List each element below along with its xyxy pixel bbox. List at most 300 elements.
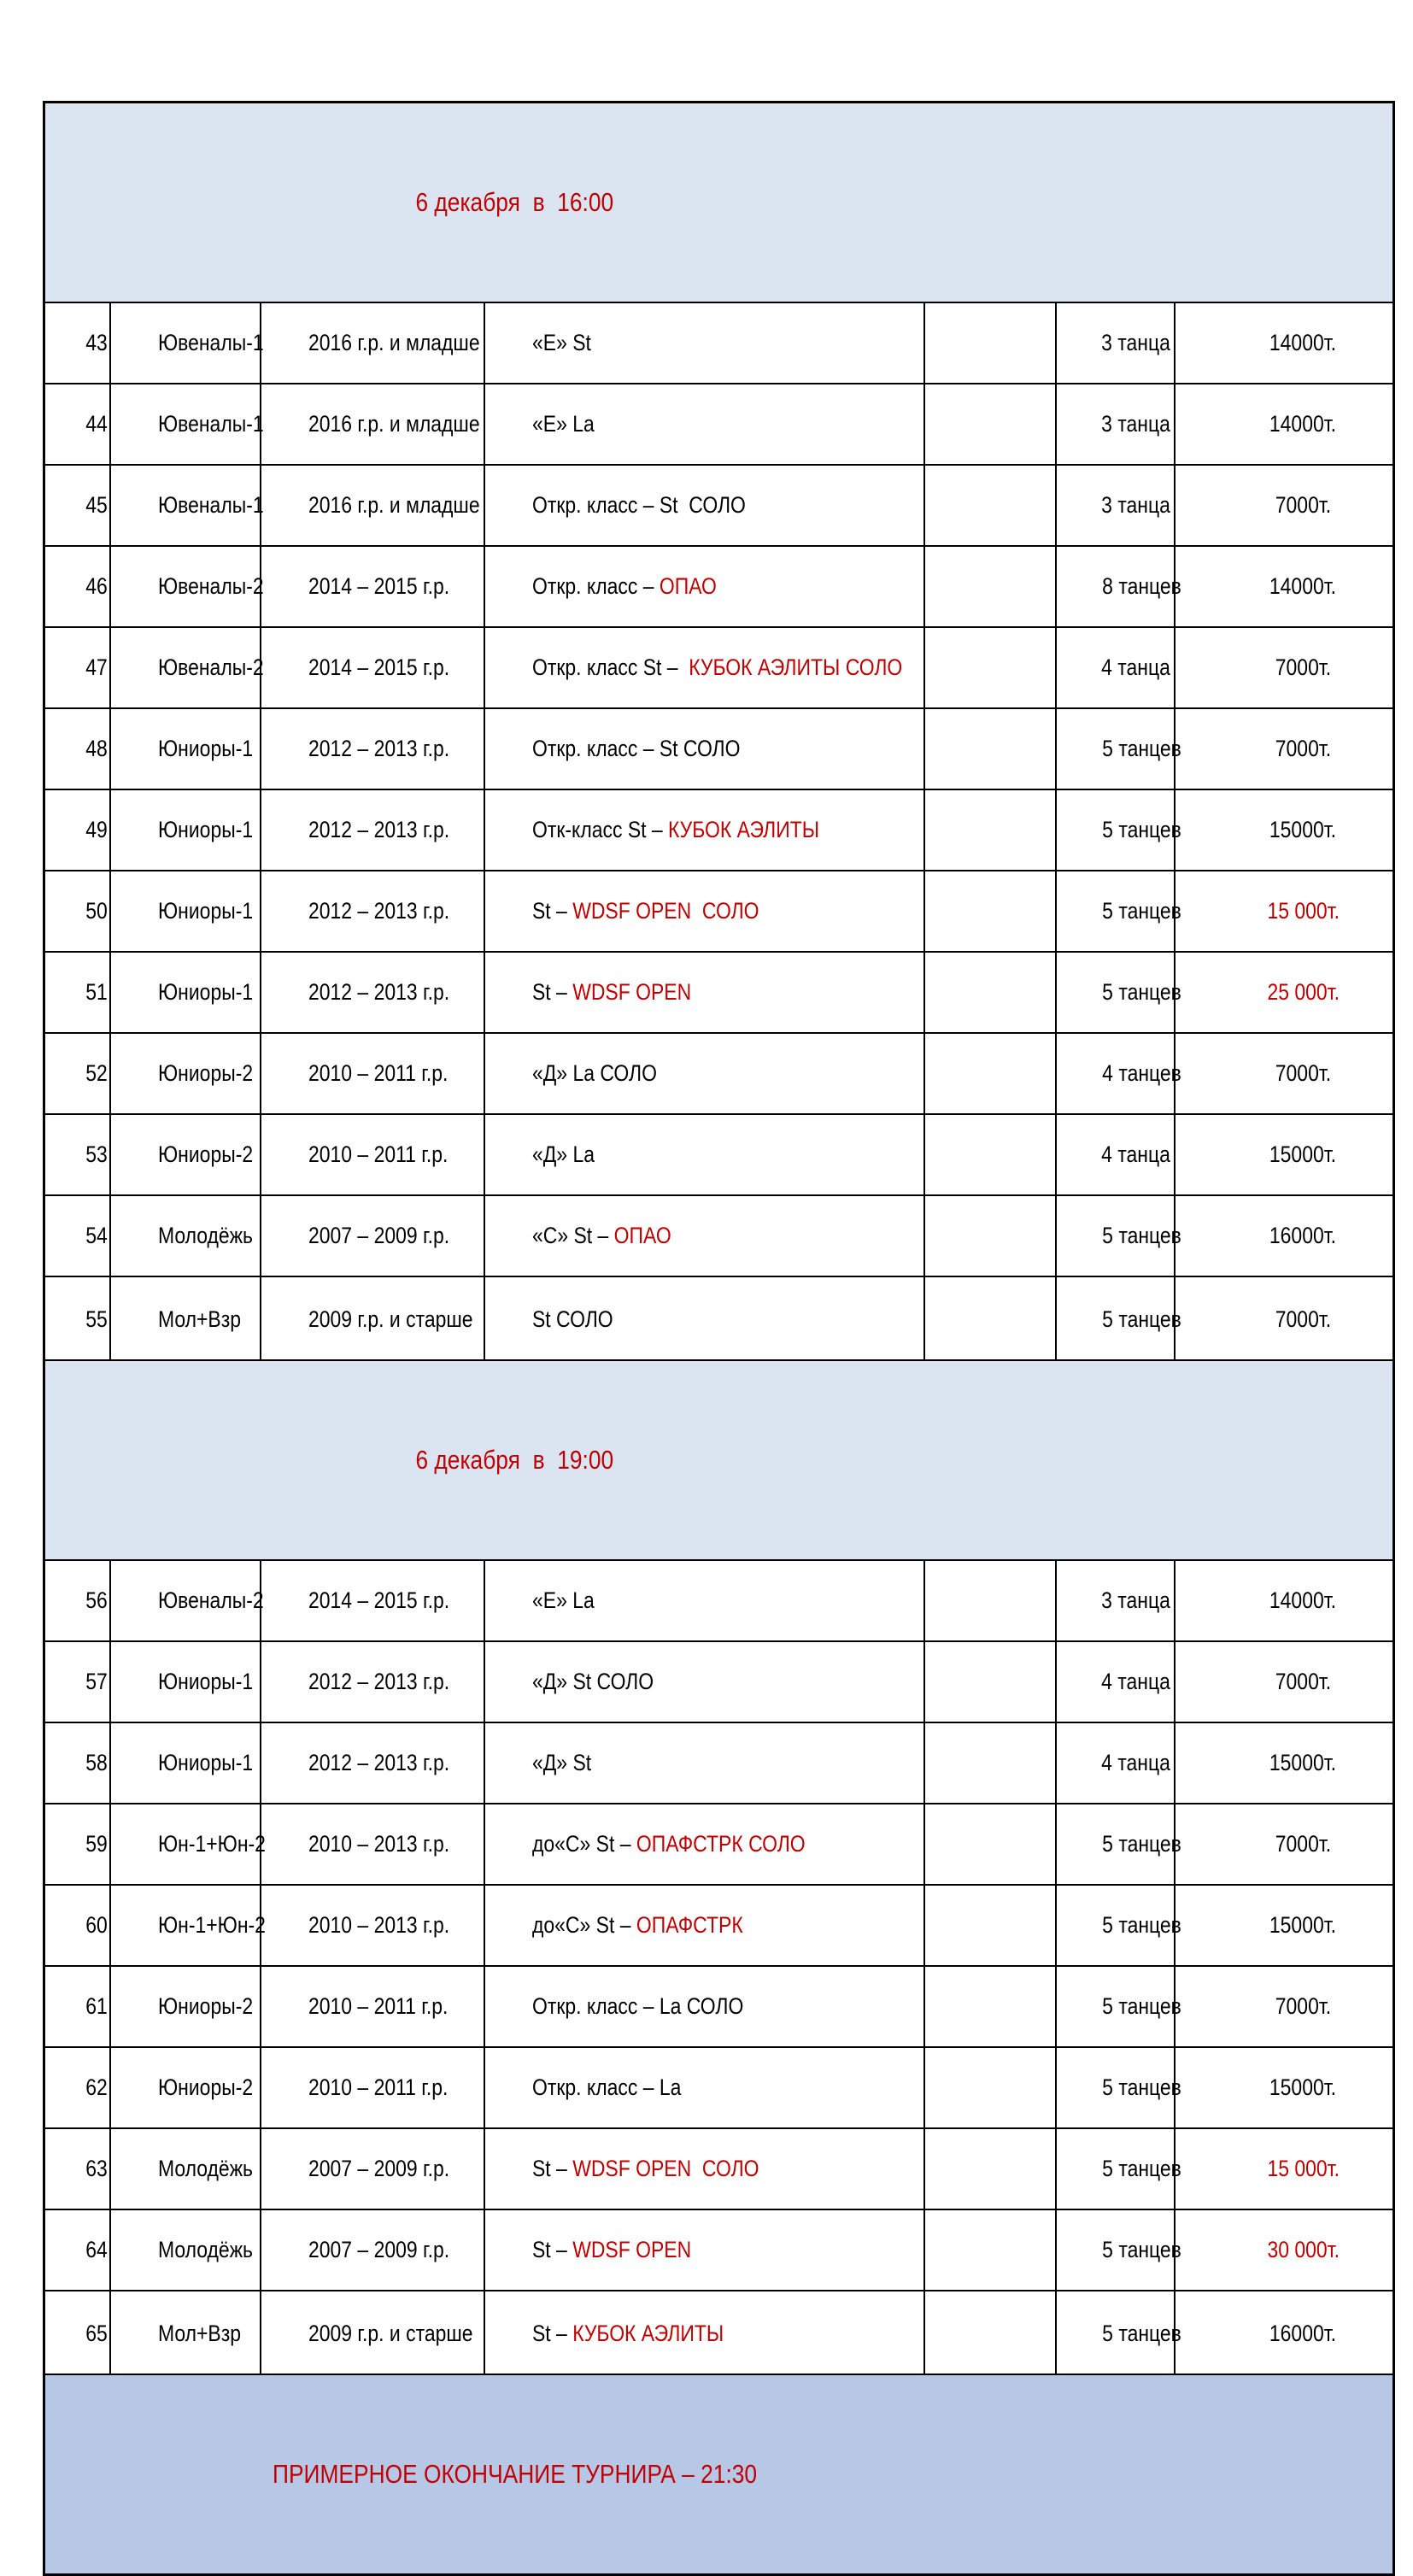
age-category: Юниоры-1 — [157, 898, 253, 924]
birth-years-cell — [261, 1560, 484, 1641]
class-program-black: Откр. класс St – — [531, 654, 689, 680]
age-category-cell — [110, 1276, 261, 1360]
row-number: 43 — [85, 330, 108, 355]
class-program-cell — [484, 952, 924, 1033]
row-number: 48 — [85, 736, 108, 761]
birth-years: 2016 г.р. и младше — [308, 330, 480, 355]
birth-years: 2014 – 2015 г.р. — [308, 1587, 449, 1613]
row-number: 52 — [85, 1060, 108, 1086]
schedule-row — [44, 1276, 1394, 1360]
spacer-cell — [924, 1560, 1056, 1641]
entry-fee: 25 000т. — [1267, 979, 1340, 1005]
class-program-red: КУБОК АЭЛИТЫ СОЛО — [688, 654, 902, 680]
row-number: 46 — [85, 573, 108, 599]
dance-count: 5 танцев — [1101, 2237, 1181, 2262]
entry-fee-cell — [1175, 952, 1394, 1033]
entry-fee: 7000т. — [1275, 1993, 1331, 2019]
entry-fee: 15000т. — [1269, 817, 1337, 842]
row-number: 58 — [85, 1750, 108, 1775]
age-category-cell — [110, 627, 264, 708]
schedule-row — [44, 952, 1394, 1033]
age-category: Юниоры-1 — [157, 1750, 253, 1775]
birth-years: 2012 – 2013 г.р. — [308, 736, 449, 761]
class-program-cell — [484, 1966, 924, 2047]
schedule-table-body — [44, 103, 1394, 2575]
row-number-cell — [44, 952, 110, 1033]
class-program-cell — [484, 546, 924, 627]
class-program — [532, 817, 819, 843]
entry-fee-cell — [1175, 708, 1394, 789]
dance-count-cell — [1056, 627, 1175, 708]
dance-count: 5 танцев — [1101, 2321, 1181, 2346]
schedule-row — [44, 2209, 1394, 2291]
class-program-cell — [484, 1641, 924, 1722]
class-program-black: St – — [531, 979, 572, 1005]
dance-count: 5 танцев — [1101, 898, 1181, 924]
class-program-black: «Е» La — [531, 411, 595, 437]
dance-count: 4 танца — [1100, 654, 1170, 680]
class-program — [532, 1750, 591, 1776]
birth-years: 2014 – 2015 г.р. — [308, 654, 449, 680]
entry-fee-cell — [1175, 1560, 1394, 1641]
class-program-cell — [484, 1885, 924, 1966]
entry-fee: 7000т. — [1275, 492, 1331, 518]
row-number: 59 — [85, 1831, 108, 1857]
schedule-row — [44, 1966, 1394, 2047]
class-program-red: ОПАФСТРК — [636, 1912, 743, 1938]
session-band-cell — [44, 2374, 1394, 2575]
entry-fee-cell — [1175, 384, 1394, 465]
row-number: 49 — [85, 817, 108, 842]
birth-years: 2010 – 2011 г.р. — [308, 2074, 448, 2100]
entry-fee-cell — [1175, 1114, 1394, 1195]
birth-years-cell — [261, 1641, 484, 1722]
class-program-black: до«С» St – — [531, 1912, 636, 1938]
class-program — [532, 492, 746, 519]
class-program — [532, 2156, 759, 2182]
entry-fee: 7000т. — [1275, 1669, 1331, 1694]
class-program-cell — [484, 2209, 924, 2291]
age-category-cell — [110, 871, 261, 952]
class-program-cell — [484, 2291, 924, 2374]
birth-years-cell — [261, 627, 484, 708]
class-program-black: «Д» St — [531, 1750, 591, 1775]
age-category: Ювеналы-1 — [157, 411, 264, 437]
entry-fee: 16000т. — [1269, 1223, 1337, 1248]
birth-years-cell — [261, 1195, 484, 1276]
entry-fee-cell — [1175, 2047, 1394, 2128]
dance-count-cell — [1056, 1966, 1181, 2047]
age-category: Ювеналы-1 — [157, 492, 264, 518]
age-category-cell — [110, 789, 261, 871]
class-program-cell — [484, 708, 924, 789]
dance-count: 5 танцев — [1101, 1993, 1181, 2019]
age-category-cell — [110, 1641, 261, 1722]
entry-fee: 14000т. — [1269, 411, 1337, 437]
spacer-cell — [924, 2291, 1056, 2374]
entry-fee: 15000т. — [1269, 2074, 1337, 2100]
schedule-row — [44, 384, 1394, 465]
class-program — [532, 1223, 671, 1249]
age-category-cell — [110, 1722, 261, 1804]
class-program — [532, 736, 740, 762]
session-band-row — [44, 103, 1394, 303]
row-number-cell — [44, 1114, 110, 1195]
entry-fee: 30 000т. — [1267, 2237, 1340, 2262]
birth-years-cell — [261, 1885, 484, 1966]
birth-years-cell — [261, 1804, 484, 1885]
dance-count: 3 танца — [1100, 330, 1170, 355]
entry-fee: 15000т. — [1269, 1750, 1337, 1775]
class-program-black: Откр. класс – St СОЛО — [531, 736, 741, 761]
birth-years-cell — [261, 952, 484, 1033]
birth-years: 2012 – 2013 г.р. — [308, 817, 449, 842]
class-program — [532, 2074, 681, 2101]
entry-fee: 7000т. — [1275, 1831, 1331, 1857]
age-category-cell — [110, 465, 264, 546]
class-program-red: WDSF OPEN — [572, 979, 691, 1005]
age-category: Ювеналы-2 — [157, 573, 264, 599]
birth-years: 2010 – 2011 г.р. — [308, 1060, 448, 1086]
entry-fee-cell — [1175, 1276, 1394, 1360]
class-program — [532, 1060, 657, 1087]
class-program-cell — [484, 1560, 924, 1641]
dance-count-cell — [1056, 1276, 1181, 1360]
birth-years-cell — [261, 1033, 484, 1114]
class-program-black: Отк-класс St – — [531, 817, 668, 842]
age-category: Юниоры-2 — [157, 1993, 253, 2019]
schedule-row — [44, 1114, 1394, 1195]
row-number-cell — [44, 708, 110, 789]
age-category-cell — [110, 1560, 264, 1641]
row-number: 51 — [85, 979, 108, 1005]
birth-years: 2007 – 2009 г.р. — [308, 2237, 449, 2262]
entry-fee-cell — [1175, 627, 1394, 708]
entry-fee: 16000т. — [1269, 2321, 1337, 2346]
class-program-cell — [484, 1195, 924, 1276]
spacer-cell — [924, 1195, 1056, 1276]
class-program — [532, 1912, 743, 1939]
dance-count: 5 танцев — [1101, 1831, 1181, 1857]
spacer-cell — [924, 2209, 1056, 2291]
age-category: Юниоры-1 — [157, 817, 253, 842]
class-program-black: «Д» La СОЛО — [531, 1060, 657, 1086]
dance-count-cell — [1056, 708, 1181, 789]
age-category: Мол+Взр — [157, 2321, 241, 2346]
entry-fee-cell — [1175, 2291, 1394, 2374]
spacer-cell — [924, 952, 1056, 1033]
age-category: Молодёжь — [157, 1223, 253, 1248]
entry-fee-cell — [1175, 465, 1394, 546]
schedule-table — [43, 101, 1395, 2576]
age-category-cell — [110, 1033, 261, 1114]
class-program-red: WDSF OPEN СОЛО — [572, 898, 759, 924]
entry-fee-cell — [1175, 1195, 1394, 1276]
class-program-cell — [484, 465, 924, 546]
dance-count: 5 танцев — [1101, 1912, 1181, 1938]
birth-years-cell — [261, 871, 484, 952]
dance-count-cell — [1056, 1114, 1175, 1195]
spacer-cell — [924, 465, 1056, 546]
row-number-cell — [44, 2209, 110, 2291]
class-program-black: «Е» La — [531, 1587, 595, 1613]
birth-years-cell — [261, 708, 484, 789]
dance-count: 4 танцев — [1101, 1060, 1181, 1086]
age-category: Юниоры-2 — [157, 2074, 253, 2100]
session-time: 6 декабря в 19:00 — [415, 1445, 614, 1475]
row-number-cell — [44, 546, 110, 627]
age-category: Юн-1+Юн-2 — [157, 1912, 266, 1938]
class-program — [532, 1831, 806, 1857]
row-number: 65 — [85, 2321, 108, 2346]
class-program-black: «Д» St СОЛО — [531, 1669, 654, 1694]
age-category: Молодёжь — [157, 2237, 253, 2262]
dance-count: 5 танцев — [1101, 979, 1181, 1005]
birth-years: 2010 – 2011 г.р. — [308, 1141, 448, 1167]
class-program-red: ОПАО — [659, 573, 717, 599]
dance-count-cell — [1056, 1033, 1181, 1114]
schedule-row — [44, 2291, 1394, 2374]
schedule-row — [44, 2128, 1394, 2209]
age-category-cell — [110, 1114, 261, 1195]
class-program — [532, 573, 717, 600]
entry-fee: 15000т. — [1269, 1912, 1337, 1938]
class-program-black: St – — [531, 898, 572, 924]
birth-years: 2010 – 2011 г.р. — [308, 1993, 448, 2019]
spacer-cell — [924, 1641, 1056, 1722]
spacer-cell — [924, 384, 1056, 465]
dance-count: 5 танцев — [1101, 817, 1181, 842]
class-program-black: «Д» La — [531, 1141, 595, 1167]
dance-count: 3 танца — [1100, 411, 1170, 437]
dance-count-cell — [1056, 1195, 1181, 1276]
spacer-cell — [924, 2047, 1056, 2128]
class-program — [532, 898, 759, 924]
row-number-cell — [44, 789, 110, 871]
schedule-row — [44, 1641, 1394, 1722]
spacer-cell — [924, 2128, 1056, 2209]
dance-count-cell — [1056, 2047, 1181, 2128]
dance-count: 4 танца — [1100, 1669, 1170, 1694]
row-number-cell — [44, 2128, 110, 2209]
session-band-inner — [45, 2428, 925, 2520]
entry-fee: 14000т. — [1269, 330, 1337, 355]
row-number-cell — [44, 2291, 110, 2374]
entry-fee-cell — [1175, 1033, 1394, 1114]
birth-years: 2012 – 2013 г.р. — [308, 1750, 449, 1775]
class-program-cell — [484, 871, 924, 952]
birth-years: 2012 – 2013 г.р. — [308, 898, 449, 924]
schedule-row — [44, 1560, 1394, 1641]
birth-years: 2007 – 2009 г.р. — [308, 2156, 449, 2181]
class-program-black: Откр. класс – La — [531, 2074, 681, 2100]
row-number-cell — [44, 465, 110, 546]
birth-years: 2009 г.р. и старше — [308, 2321, 473, 2346]
dance-count-cell — [1056, 1722, 1175, 1804]
age-category: Ювеналы-1 — [157, 330, 264, 355]
class-program — [532, 1669, 654, 1695]
entry-fee: 7000т. — [1275, 736, 1331, 761]
birth-years: 2009 г.р. и старше — [308, 1306, 473, 1332]
age-category-cell — [110, 2291, 261, 2374]
schedule-row — [44, 1722, 1394, 1804]
birth-years: 2014 – 2015 г.р. — [308, 573, 449, 599]
row-number-cell — [44, 2047, 110, 2128]
dance-count: 5 танцев — [1101, 736, 1181, 761]
dance-count: 5 танцев — [1101, 1223, 1181, 1248]
age-category-cell — [110, 1804, 266, 1885]
spacer-cell — [924, 1966, 1056, 2047]
session-band-inner — [45, 156, 925, 249]
age-category-cell — [110, 302, 264, 384]
class-program — [532, 1587, 595, 1614]
birth-years: 2012 – 2013 г.р. — [308, 979, 449, 1005]
class-program-black: «Е» St — [531, 330, 591, 355]
footer-band-row — [44, 2374, 1394, 2575]
row-number-cell — [44, 1885, 110, 1966]
class-program-cell — [484, 627, 924, 708]
class-program-black: St – — [531, 2237, 572, 2262]
entry-fee: 7000т. — [1275, 1060, 1331, 1086]
row-number: 55 — [85, 1306, 108, 1332]
spacer-cell — [924, 871, 1056, 952]
row-number: 64 — [85, 2237, 108, 2262]
entry-fee-cell — [1175, 546, 1394, 627]
schedule-row — [44, 627, 1394, 708]
schedule-row — [44, 871, 1394, 952]
age-category-cell — [110, 384, 264, 465]
class-program-black: Откр. класс – La СОЛО — [531, 1993, 743, 2019]
dance-count-cell — [1056, 1560, 1175, 1641]
age-category-cell — [110, 1966, 261, 2047]
dance-count: 5 танцев — [1101, 2074, 1181, 2100]
schedule-row — [44, 2047, 1394, 2128]
dance-count-cell — [1056, 1885, 1181, 1966]
class-program — [532, 979, 691, 1006]
age-category-cell — [110, 952, 261, 1033]
age-category-cell — [110, 2047, 261, 2128]
class-program-black: Откр. класс – St СОЛО — [531, 492, 746, 518]
entry-fee: 7000т. — [1275, 1306, 1331, 1332]
session-band-cell — [44, 1360, 1394, 1560]
class-program-red: КУБОК АЭЛИТЫ — [667, 817, 819, 842]
age-category-cell — [110, 546, 264, 627]
session-band-cell — [44, 103, 1394, 303]
row-number: 54 — [85, 1223, 108, 1248]
birth-years-cell — [261, 465, 484, 546]
tournament-end-note: ПРИМЕРНОЕ ОКОНЧАНИЕ ТУРНИРА – 21:30 — [272, 2459, 757, 2489]
row-number: 63 — [85, 2156, 108, 2181]
birth-years: 2007 – 2009 г.р. — [308, 1223, 449, 1248]
age-category: Ювеналы-2 — [157, 654, 264, 680]
entry-fee-cell — [1175, 789, 1394, 871]
class-program-cell — [484, 1033, 924, 1114]
spacer-cell — [924, 1033, 1056, 1114]
entry-fee-cell — [1175, 1804, 1394, 1885]
row-number-cell — [44, 1804, 110, 1885]
age-category: Юн-1+Юн-2 — [157, 1831, 266, 1857]
dance-count: 4 танца — [1100, 1750, 1170, 1775]
birth-years-cell — [261, 2291, 484, 2374]
class-program-cell — [484, 1276, 924, 1360]
row-number: 53 — [85, 1141, 108, 1167]
dance-count-cell — [1056, 546, 1181, 627]
dance-count-cell — [1056, 2209, 1181, 2291]
age-category-cell — [110, 2209, 261, 2291]
dance-count-cell — [1056, 789, 1181, 871]
class-program — [532, 1306, 613, 1333]
dance-count: 8 танцев — [1101, 573, 1181, 599]
row-number: 60 — [85, 1912, 108, 1938]
age-category-cell — [110, 1885, 266, 1966]
class-program — [532, 1141, 595, 1168]
class-program-cell — [484, 789, 924, 871]
birth-years-cell — [261, 789, 484, 871]
birth-years-cell — [261, 546, 484, 627]
entry-fee-cell — [1175, 1966, 1394, 2047]
dance-count: 3 танца — [1100, 1587, 1170, 1613]
schedule-row — [44, 1885, 1394, 1966]
entry-fee-cell — [1175, 871, 1394, 952]
row-number-cell — [44, 302, 110, 384]
dance-count: 3 танца — [1100, 492, 1170, 518]
dance-count-cell — [1056, 384, 1175, 465]
birth-years: 2016 г.р. и младше — [308, 411, 480, 437]
entry-fee-cell — [1175, 1885, 1394, 1966]
class-program-cell — [484, 1114, 924, 1195]
birth-years: 2016 г.р. и младше — [308, 492, 480, 518]
entry-fee: 7000т. — [1275, 654, 1331, 680]
row-number-cell — [44, 1195, 110, 1276]
row-number: 47 — [85, 654, 108, 680]
row-number: 45 — [85, 492, 108, 518]
schedule-row — [44, 465, 1394, 546]
class-program-red: WDSF OPEN — [572, 2237, 691, 2262]
spacer-cell — [924, 1276, 1056, 1360]
schedule-row — [44, 1195, 1394, 1276]
schedule-row — [44, 546, 1394, 627]
entry-fee: 15000т. — [1269, 1141, 1337, 1167]
age-category-cell — [110, 708, 261, 789]
spacer-cell — [924, 546, 1056, 627]
schedule-row — [44, 1033, 1394, 1114]
row-number-cell — [44, 627, 110, 708]
class-program-cell — [484, 384, 924, 465]
entry-fee-cell — [1175, 2128, 1394, 2209]
class-program — [532, 2237, 691, 2263]
birth-years-cell — [261, 2047, 484, 2128]
age-category: Ювеналы-2 — [157, 1587, 264, 1613]
birth-years: 2010 – 2013 г.р. — [308, 1912, 449, 1938]
row-number: 44 — [85, 411, 108, 437]
session-band-inner — [45, 1414, 925, 1506]
class-program — [532, 411, 595, 437]
dance-count-cell — [1056, 302, 1175, 384]
class-program-cell — [484, 1722, 924, 1804]
dance-count-cell — [1056, 1804, 1181, 1885]
class-program — [532, 330, 591, 356]
schedule-row — [44, 302, 1394, 384]
age-category-cell — [110, 2128, 261, 2209]
spacer-cell — [924, 789, 1056, 871]
birth-years-cell — [261, 2128, 484, 2209]
birth-years-cell — [261, 384, 484, 465]
class-program-cell — [484, 2128, 924, 2209]
class-program-red: ОПАФСТРК СОЛО — [636, 1831, 806, 1857]
class-program-black: до«С» St – — [531, 1831, 636, 1857]
age-category: Юниоры-2 — [157, 1060, 253, 1086]
entry-fee: 14000т. — [1269, 573, 1337, 599]
